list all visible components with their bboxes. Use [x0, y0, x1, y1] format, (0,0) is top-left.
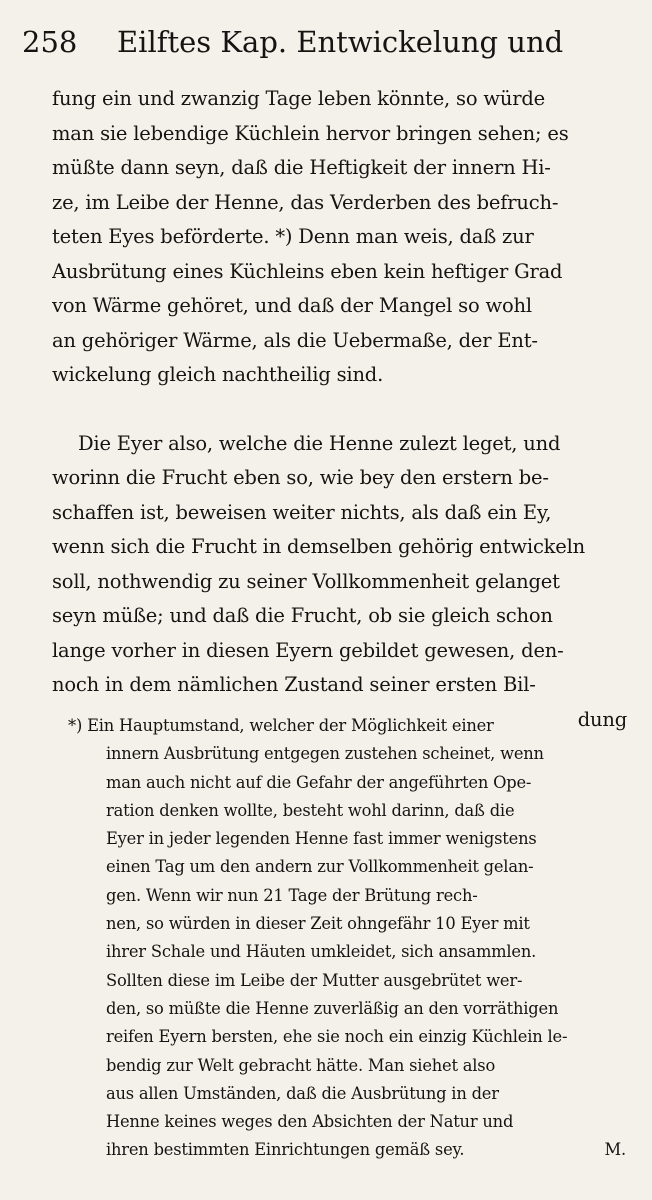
text-line: wenn sich die Frucht in demselben gehörig entwickeln — [52, 535, 586, 558]
paragraph-gap — [52, 393, 627, 427]
text-line: worinn die Frucht eben so, wie bey den erstern be- — [52, 466, 549, 489]
text-line: lange vorher in diesen Eyern gebildet gewesen, den- — [52, 638, 564, 662]
text-line: man sie lebendige Küchlein hervor bringen sehen; es — [52, 121, 569, 145]
footnote-line: einen Tag um den andern zur Vollkommenheit gelan- — [106, 857, 534, 877]
footnote-line: *) Ein Hauptumstand, welcher der Möglichkeit einer — [68, 716, 494, 735]
footnote-line: den, so müßte die Henne zuverläßig an den vorräthigen — [106, 998, 559, 1018]
text-line: ze, im Leibe der Henne, das Verderben des befruch- — [52, 190, 559, 214]
text-line: müßte dann seyn, daß die Heftigkeit der innern Hi- — [52, 156, 551, 179]
footnote-line: ration denken wollte, besteht wohl darinn, daß die — [106, 800, 515, 820]
footnote-line: reifen Eyern bersten, ehe sie noch ein einzig Küchlein le- — [106, 1027, 568, 1047]
footnote-signature: M. — [604, 1140, 626, 1160]
text-line: an gehöriger Wärme, als die Uebermaße, der Ent- — [52, 328, 538, 352]
text-line: Ausbrütung eines Küchleins eben kein heftiger Grad — [52, 259, 563, 283]
footnote-line-last — [68, 1136, 626, 1164]
text-line: noch in dem nämlichen Zustand seiner ersten Bil- — [52, 673, 536, 696]
text-line: schaffen ist, beweisen weiter nichts, als daß ein Ey, — [52, 500, 552, 524]
text-line: Die Eyer also, welche die Henne zulezt leget, und — [78, 431, 561, 455]
footnote-line: ihrer Schale und Häuten umkleidet, sich ansammlen. — [106, 942, 537, 962]
footnote-line: man auch nicht auf die Gefahr der angeführten Ope- — [106, 772, 532, 792]
footnote-line: gen. Wenn wir nun 21 Tage der Brütung rech- — [106, 885, 478, 905]
footnote — [68, 712, 626, 1165]
catchword: dung — [577, 707, 627, 731]
footnote-line: aus allen Umständen, daß die Ausbrütung in der — [106, 1083, 499, 1103]
running-title: Eilftes Kap. Entwickelung und — [117, 25, 564, 59]
footnote-line: Henne keines weges den Absichten der Natur und — [106, 1112, 514, 1132]
page-number: 258 — [22, 25, 78, 59]
footnote-line: innern Ausbrütung entgegen zustehen scheinet, wenn — [106, 744, 544, 764]
text-line: von Wärme gehöret, und daß der Mangel so wohl — [52, 294, 532, 317]
text-line: seyn müße; und daß die Frucht, ob sie gleich schon — [52, 604, 553, 627]
running-header — [22, 22, 632, 62]
text-line: soll, nothwendig zu seiner Vollkommenheit gelanget — [52, 569, 560, 593]
main-text — [52, 82, 627, 737]
footnote-line: nen, so würden in dieser Zeit ohngefähr 10 Eyer mit — [106, 914, 530, 934]
text-line: wickelung gleich nachtheilig sind. — [52, 363, 384, 386]
footnote-line: Eyer in jeder legenden Henne fast immer wenigstens — [106, 829, 537, 849]
text-line: fung ein und zwanzig Tage leben könnte, so würde — [52, 87, 545, 110]
footnote-line: Sollten diese im Leibe der Mutter ausgebrütet wer- — [106, 970, 523, 990]
text-line: teten Eyes beförderte. *) Denn man weis, daß zur — [52, 225, 534, 248]
footnote-line: ihren bestimmten Einrichtungen gemäß sey. — [106, 1140, 465, 1160]
footnote-line: bendig zur Welt gebracht hätte. Man siehet also — [106, 1055, 496, 1075]
